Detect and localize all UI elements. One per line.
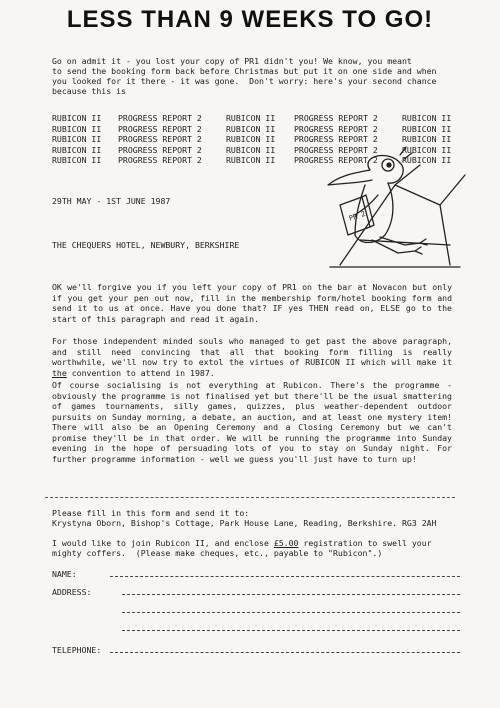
name-field[interactable]: [110, 576, 460, 577]
banner-cell: PROGRESS REPORT 2: [118, 113, 202, 123]
book-cover-label: PR 2: [348, 209, 367, 223]
banner-cell: RUBICON II: [402, 123, 452, 134]
intro-line: Go on admit it - you lost your copy of PR1 didn't you! We know, you meant: [52, 56, 412, 66]
paragraph-text: For those independent minded souls who managed to get past the above paragraph, and still need convincing that all that booking form filling is really worthwhile, we'll now try to extol the virtues of RUBICON II which will make it: [52, 336, 452, 367]
join-text: I would like to join Rubicon II, and enclose: [52, 538, 274, 548]
banner-cell: RUBICON II: [226, 144, 276, 155]
banner-cell: RUBICON II: [52, 134, 102, 144]
intro-line: you looked for it there - it was gone. Don't worry: here's your second chance: [52, 76, 437, 86]
banner-cell: RUBICON II: [226, 123, 276, 134]
address-field-line-3[interactable]: [122, 630, 460, 631]
banner-cell: PROGRESS REPORT 2: [118, 155, 202, 165]
banner-cell: RUBICON II: [52, 144, 102, 155]
banner-cell: PROGRESS REPORT 2: [294, 144, 378, 155]
paragraph-forgive: OK we'll forgive you if you left your copy of PR1 on the bar at Novacon but only if you get your pen out now, fill in the membership form/hotel booking form and send it to us at once. Have you done that? IF yes THEN read on, ELSE go to the start of this paragraph and read it again.: [52, 282, 452, 324]
address-field-line-1[interactable]: [122, 594, 460, 595]
banner-row: [52, 113, 462, 124]
banner-cell: PROGRESS REPORT 2: [294, 155, 378, 165]
name-label: NAME:: [52, 569, 77, 579]
emphasis-word: the: [52, 367, 67, 378]
form-instruction: Please fill in this form and send it to:: [52, 508, 250, 518]
banner-cell: PROGRESS REPORT 2: [118, 123, 202, 134]
banner-cell: RUBICON II: [402, 155, 452, 165]
address-field-line-2[interactable]: [122, 612, 460, 613]
banner-cell: RUBICON II: [52, 123, 102, 134]
banner-cell: PROGRESS REPORT 2: [118, 134, 202, 144]
banner-cell: RUBICON II: [402, 134, 452, 144]
bird-reading-in-deckchair-illustration: [300, 145, 470, 270]
banner-cell: RUBICON II: [226, 155, 276, 165]
paragraph-text: convention to attend in 1987.: [66, 367, 215, 378]
banner-cell: RUBICON II: [52, 113, 102, 123]
intro-line: because this is: [52, 86, 126, 96]
event-dates: 29TH MAY - 1ST JUNE 1987: [52, 196, 171, 206]
banner-cell: RUBICON II: [402, 144, 452, 155]
banner-cell: PROGRESS REPORT 2: [118, 144, 202, 155]
banner-cell: RUBICON II: [52, 155, 102, 165]
banner-cell: RUBICON II: [402, 113, 452, 123]
event-venue: THE CHEQUERS HOTEL, NEWBURY, BERKSHIRE: [52, 240, 240, 250]
intro-line: to send the booking form back before Christmas but put it on one side and when: [52, 66, 437, 76]
cut-line-divider: [45, 497, 455, 498]
banner-row: [52, 124, 462, 135]
telephone-field[interactable]: [110, 652, 460, 653]
registration-fee: £5.00: [273, 538, 299, 548]
paragraph-programme: Of course socialising is not everything at Rubicon. There's the programme - obviously the programme is not finalised yet but there'll be the usual smattering of games tournaments, silly games, quizzes, plus weather-dependent outdoor pursuits on Sunday morning, a debate, an auction, and at least one mystery item! There will also be an Opening Ceremony and a Closing Ceremony but we can't promise they'll be in that order. We will be running the programme into Sunday evening in the hope of persuading lots of you to stay on Sunday night. For further programme information - well we guess you'll just have to turn up!: [52, 380, 452, 464]
banner-cell: PROGRESS REPORT 2: [294, 134, 378, 144]
banner-cell: RUBICON II: [226, 113, 276, 123]
paragraph-convincing: [52, 336, 452, 378]
telephone-label: TELEPHONE:: [52, 645, 102, 655]
banner-cell: PROGRESS REPORT 2: [294, 123, 378, 134]
address-label: ADDRESS:: [52, 587, 92, 597]
banner-row: [52, 134, 462, 145]
banner-cell: RUBICON II: [226, 134, 276, 144]
form-mailing-address: Krystyna Oborn, Bishop's Cottage, Park House Lane, Reading, Berkshire. RG3 2AH: [52, 518, 437, 528]
banner-cell: PROGRESS REPORT 2: [294, 113, 378, 123]
form-join-statement: [52, 538, 432, 549]
join-text: registration to swell your: [298, 538, 432, 548]
form-cheque-note: mighty coffers. (Please make cheques, etc., payable to "Rubicon".): [52, 548, 383, 558]
headline: LESS THAN 9 WEEKS TO GO!: [66, 6, 434, 33]
